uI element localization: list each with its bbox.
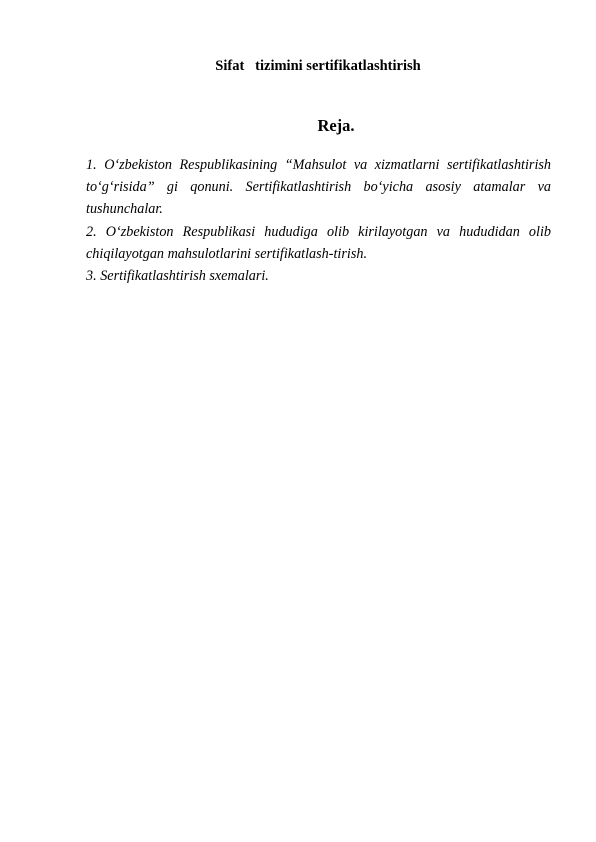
plan-item-3: 3. Sertifikatlashtirish sxemalari. [86, 268, 269, 285]
plan-list [86, 154, 551, 287]
plan-item-2: 2. O‘zbekiston Respublikasi hududiga olib kirilayotgan va hududidan olib chiqilayotgan mahsulotlarini sertifikatlash-tirish. [86, 223, 551, 262]
plan-item-1: 1. O‘zbekiston Respublikasining “Mahsulot va xizmatlarni sertifikatlashtirish to‘g‘risida” gi qonuni. Sertifikatlashtirish bo‘yicha asosiy atamalar va tushunchalar. [86, 157, 551, 218]
plan-heading: Reja. [317, 116, 355, 135]
document-title: Sifat tizimini sertifikatlashtirish [215, 58, 421, 74]
